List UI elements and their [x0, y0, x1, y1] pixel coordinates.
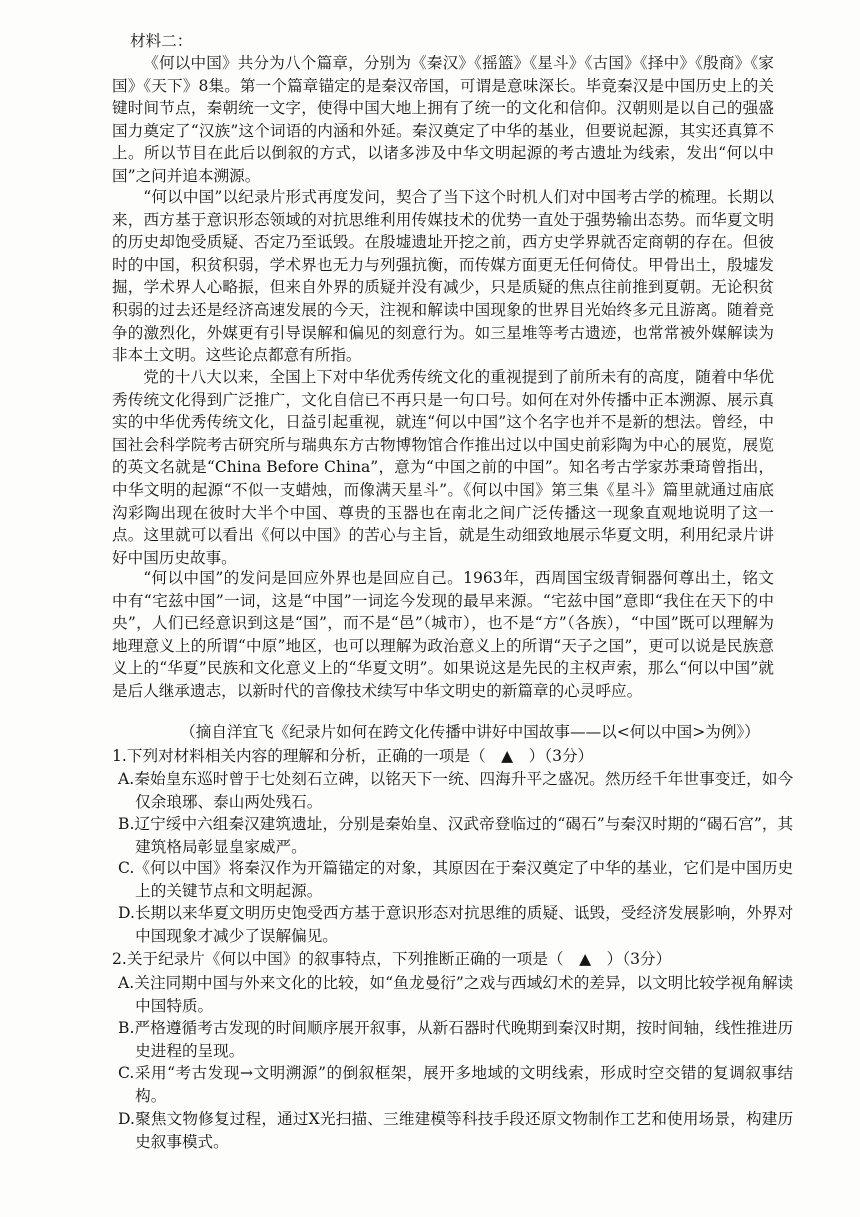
material-label: 材料二： [130, 32, 193, 50]
question-1-stem: 1.下列对材料相关内容的理解和分析，正确的一项是（ ▲ ）（3分） [112, 747, 594, 765]
question-1-option-b[interactable]: B.辽宁绥中六组秦汉建筑遗址，分别是秦始皇、汉武帝登临过的“碣石”与秦汉时期的“碣石宫”，其建筑格局彰显皇家威严。 [118, 815, 794, 856]
question-2-option-d[interactable]: D.聚焦文物修复过程，通过X光扫描、三维建模等科技手段还原文物制作工艺和使用场景，构建历史叙事模式。 [118, 1110, 794, 1151]
question-1-option-a[interactable]: A.秦始皇东巡时曾于七处刻石立碑，以铭天下一统、四海升平之盛况。然历经千年世事变迁，如今仅余琅琊、泰山两处残石。 [118, 770, 794, 811]
paragraph-1: 《何以中国》共分为八个篇章，分别为《秦汉》《摇篮》《星斗》《古国》《择中》《殷商》《家国》《天下》8集。第一个篇章锚定的是秦汉帝国，可谓是意味深长。毕竟秦汉是中国历史上的关键时间节点，秦朝统一文字，使得中国大地上拥有了统一的文化和信仰。汉朝则是以自己的强盛国力奠定了“汉族”这个词语的内涵和外延。秦汉奠定了中华的基业，但要说起源，其实还真算不上。所以节目在此后以倒叙的方式，以诸多涉及中华文明起源的考古遗址为线索，发出“何以中国”之问并追本溯源。 [112, 54, 774, 185]
question-2-option-a[interactable]: A.关注同期中国与外来文化的比较，如“鱼龙曼衍”之戏与西域幻术的差异，以文明比较学视角解读中国特质。 [118, 974, 794, 1015]
question-2-option-b[interactable]: B.严格遵循考古发现的时间顺序展开叙事，从新石器时代晚期到秦汉时期，按时间轴，线性推进历史进程的呈现。 [118, 1019, 794, 1060]
question-2-stem: 2.关于纪录片《何以中国》的叙事特点，下列推断正确的一项是（ ▲ ）（3分） [112, 950, 672, 968]
paragraph-2: “何以中国”以纪录片形式再度发问，契合了当下这个时机人们对中国考古学的梳理。长期以来，西方基于意识形态领域的对抗思维利用传媒技术的优势一直处于强势输出态势。而华夏文明的历史却饱受质疑、否定乃至诋毁。在殷墟遗址开挖之前，西方史学界就否定商朝的存在。但彼时的中国，积贫积弱，学术界也无力与列强抗衡，而传媒方面更无任何倚仗。甲骨出土，殷墟发掘，学术界人心略振，但来自外界的质疑并没有减少，只是质疑的焦点往前推到夏朝。无论积贫积弱的过去还是经济高速发展的今天，注视和解读中国现象的世界目光始终多元且游离。随着竞争的激烈化，外媒更有引导误解和偏见的刻意行为。如三星堆等考古遗迹，也常常被外媒解读为非本土文明。这些论点都意有所指。 [112, 188, 774, 365]
question-1-option-c[interactable]: C.《何以中国》将秦汉作为开篇锚定的对象，其原因在于秦汉奠定了中华的基业，它们是中国历史上的关键节点和文明起源。 [118, 859, 794, 900]
question-1-option-d[interactable]: D.长期以来华夏文明历史饱受西方基于意识形态对抗思维的质疑、诋毁，受经济发展影响，外界对中国现象才减少了误解偏见。 [118, 904, 794, 945]
source-citation: （摘自洋宜飞《纪录片如何在跨文化传播中讲好中国故事——以<何以中国>为例》） [180, 723, 760, 741]
paragraph-4: “何以中国”的发问是回应外界也是回应自己。1963年，西周国宝级青铜器何尊出土，铭文中有“宅兹中国”一词，这是“中国”一词迄今发现的最早来源。“宅兹中国”意即“我住在天下的中央”，人们已经意识到这是“国”，而不是“邑”（城市），也不是“方”（各族），“中国”既可以理解为地理意义上的所谓“中原”地区，也可以理解为政治意义上的所谓“天子之国”，更可以说是民族意义上的“华夏”民族和文化意义上的“华夏文明”。如果说这是先民的主权声索，那么“何以中国”就是后人继承遗志，以新时代的音像技术续写中华文明史的新篇章的心灵呼应。 [112, 569, 774, 700]
paragraph-3: 党的十八大以来，全国上下对中华优秀传统文化的重视提到了前所未有的高度，随着中华优秀传统文化得到广泛推广，文化自信已不再只是一句口号。如何在对外传播中正本溯源、展示真实的中华优秀传统文化，日益引起重视，就连“何以中国”这个名字也并不是新的想法。曾经，中国社会科学院考古研究所与瑞典东方古物博物馆合作推出过以中国史前彩陶为中心的展览，展览的英文名就是“China Before China”，意为“中国之前的中国”。知名考古学家苏秉琦曾指出，中华文明的起源“不似一支蜡烛，而像满天星斗”。《何以中国》第三集《星斗》篇里就通过庙底沟彩陶出现在彼时大半个中国、尊贵的玉器也在南北之间广泛传播这一现象直观地说明了这一点。这里就可以看出《何以中国》的苦心与主旨，就是生动细致地展示华夏文明，利用纪录片讲好中国历史故事。 [112, 368, 774, 567]
question-2-option-c[interactable]: C.采用“考古发现→文明溯源”的倒叙框架，展开多地域的文明线索，形成时空交错的复调叙事结构。 [118, 1064, 794, 1105]
